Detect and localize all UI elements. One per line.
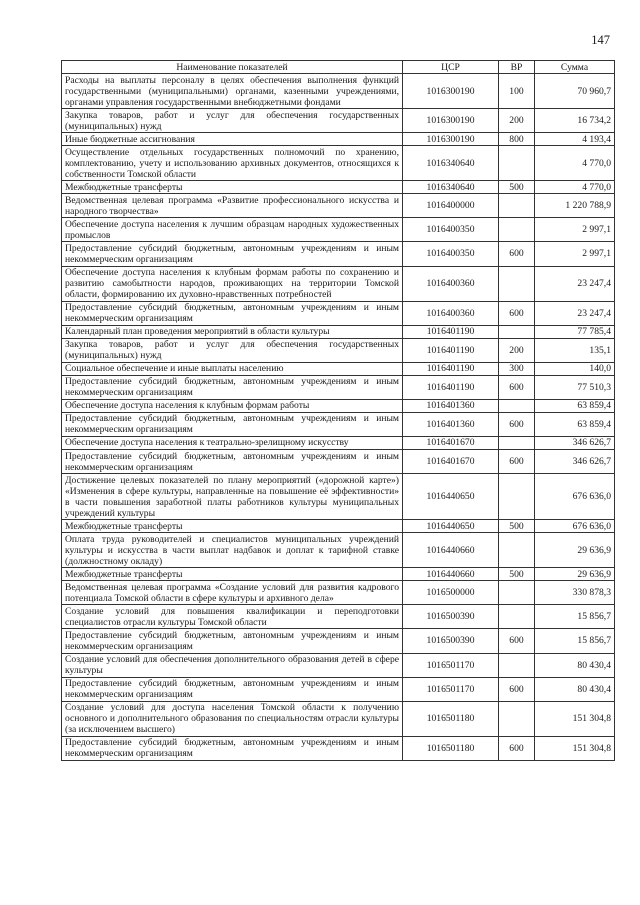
table-row — [62, 301, 615, 325]
row-sum: 63 859,4 — [535, 399, 615, 412]
row-vr: 500 — [499, 181, 535, 194]
row-sum: 63 859,4 — [535, 412, 615, 436]
table-row — [62, 218, 615, 242]
table-row — [62, 520, 615, 533]
row-name: Предоставление субсидий бюджетным, автономным учреждениям и иным некоммерческим организациям — [62, 450, 403, 474]
row-sum: 2 997,1 — [535, 242, 615, 266]
row-csr: 1016401360 — [403, 412, 499, 436]
row-name: Предоставление субсидий бюджетным, автономным учреждениям и иным некоммерческим организациям — [62, 301, 403, 325]
header-vr: ВР — [499, 61, 535, 74]
row-name: Обеспечение доступа населения к лучшим образцам народных художественных промыслов — [62, 218, 403, 242]
row-vr: 600 — [499, 412, 535, 436]
row-name: Предоставление субсидий бюджетным, автономным учреждениям и иным некоммерческим организациям — [62, 629, 403, 653]
row-sum: 151 304,8 — [535, 736, 615, 760]
row-vr — [499, 653, 535, 677]
header-sum: Сумма — [535, 61, 615, 74]
table-row — [62, 412, 615, 436]
table-row — [62, 194, 615, 218]
row-sum: 151 304,8 — [535, 701, 615, 736]
row-name: Предоставление субсидий бюджетным, автономным учреждениям и иным некоммерческим организациям — [62, 736, 403, 760]
row-vr: 800 — [499, 133, 535, 146]
header-row — [62, 61, 615, 74]
row-sum: 29 636,9 — [535, 568, 615, 581]
row-sum: 70 960,7 — [535, 74, 615, 109]
row-name: Ведомственная целевая программа «Развитие профессионального искусства и народного творчества» — [62, 194, 403, 218]
row-csr: 1016440650 — [403, 474, 499, 520]
row-csr: 1016401360 — [403, 399, 499, 412]
row-csr: 1016401190 — [403, 362, 499, 375]
row-name: Обеспечение доступа населения к театрально-зрелищному искусству — [62, 436, 403, 449]
row-sum: 346 626,7 — [535, 450, 615, 474]
table-row — [62, 325, 615, 338]
row-csr: 1016401670 — [403, 450, 499, 474]
table-row — [62, 474, 615, 520]
row-name: Предоставление субсидий бюджетным, автономным учреждениям и иным некоммерческим организациям — [62, 677, 403, 701]
row-vr — [499, 266, 535, 301]
table-row — [62, 133, 615, 146]
header-name: Наименование показателей — [62, 61, 403, 74]
row-csr: 1016401670 — [403, 436, 499, 449]
row-csr: 1016400000 — [403, 194, 499, 218]
row-name: Расходы на выплаты персоналу в целях обеспечения выполнения функций государственными (муниципальными) органами, казенными учреждениями, органами управления государственными внебюджетными фондами — [62, 74, 403, 109]
row-csr: 1016340640 — [403, 181, 499, 194]
row-csr: 1016501180 — [403, 701, 499, 736]
row-vr: 600 — [499, 736, 535, 760]
row-csr: 1016401190 — [403, 338, 499, 362]
row-vr: 200 — [499, 109, 535, 133]
row-sum: 16 734,2 — [535, 109, 615, 133]
row-name: Создание условий для доступа населения Томской области к получению основного и дополнительного образования по специальностям отрасли культуры (за исключением высшего) — [62, 701, 403, 736]
row-name: Предоставление субсидий бюджетным, автономным учреждениям и иным некоммерческим организациям — [62, 242, 403, 266]
table-row — [62, 181, 615, 194]
table-row — [62, 533, 615, 568]
row-sum: 80 430,4 — [535, 677, 615, 701]
table-row — [62, 74, 615, 109]
row-sum: 77 785,4 — [535, 325, 615, 338]
row-csr: 1016300190 — [403, 133, 499, 146]
row-csr: 1016500000 — [403, 581, 499, 605]
row-name: Создание условий для повышения квалификации и переподготовки специалистов отрасли культуры Томской области — [62, 605, 403, 629]
row-vr — [499, 474, 535, 520]
row-sum: 330 878,3 — [535, 581, 615, 605]
row-csr: 1016501170 — [403, 677, 499, 701]
row-csr: 1016401190 — [403, 325, 499, 338]
row-sum: 29 636,9 — [535, 533, 615, 568]
row-sum: 346 626,7 — [535, 436, 615, 449]
table-row — [62, 605, 615, 629]
row-sum: 15 856,7 — [535, 605, 615, 629]
row-vr — [499, 194, 535, 218]
row-vr: 600 — [499, 677, 535, 701]
table-row — [62, 450, 615, 474]
row-name: Обеспечение доступа населения к клубным формам работы по сохранению и развитию самобытности народов, проживающих на территории Томской области, формированию их духовно-нравственных потребностей — [62, 266, 403, 301]
row-name: Предоставление субсидий бюджетным, автономным учреждениям и иным некоммерческим организациям — [62, 375, 403, 399]
row-csr: 1016300190 — [403, 109, 499, 133]
row-vr: 300 — [499, 362, 535, 375]
table-row — [62, 362, 615, 375]
row-name: Закупка товаров, работ и услуг для обеспечения государственных (муниципальных) нужд — [62, 338, 403, 362]
row-csr: 1016500390 — [403, 605, 499, 629]
row-vr: 600 — [499, 375, 535, 399]
row-sum: 140,0 — [535, 362, 615, 375]
row-name: Осуществление отдельных государственных полномочий по хранению, комплектованию, учету и использованию архивных документов, относящихся к собственности Томской области — [62, 146, 403, 181]
table-row — [62, 653, 615, 677]
row-name: Закупка товаров, работ и услуг для обеспечения государственных (муниципальных) нужд — [62, 109, 403, 133]
row-name: Межбюджетные трансферты — [62, 520, 403, 533]
table-row — [62, 242, 615, 266]
table-row — [62, 701, 615, 736]
row-name: Межбюджетные трансферты — [62, 181, 403, 194]
row-csr: 1016400350 — [403, 242, 499, 266]
table-row — [62, 375, 615, 399]
table-row — [62, 109, 615, 133]
row-sum: 2 997,1 — [535, 218, 615, 242]
budget-table — [61, 60, 615, 761]
row-name: Ведомственная целевая программа «Создание условий для развития кадрового потенциала Томской области в сфере культуры и архивного дела» — [62, 581, 403, 605]
row-vr: 500 — [499, 520, 535, 533]
row-vr — [499, 701, 535, 736]
row-vr — [499, 436, 535, 449]
row-name: Достижение целевых показателей по плану мероприятий («дорожной карте») «Изменения в сфере культуры, направленные на повышение её эффективности» в части повышения заработной платы работников культуры муниципальных учреждений культуры — [62, 474, 403, 520]
row-vr — [499, 218, 535, 242]
table-row — [62, 338, 615, 362]
row-csr: 1016401190 — [403, 375, 499, 399]
row-csr: 1016500390 — [403, 629, 499, 653]
row-vr: 100 — [499, 74, 535, 109]
row-name: Создание условий для обеспечения дополнительного образования детей в сфере культуры — [62, 653, 403, 677]
row-sum: 23 247,4 — [535, 266, 615, 301]
row-vr — [499, 399, 535, 412]
row-name: Межбюджетные трансферты — [62, 568, 403, 581]
row-csr: 1016400350 — [403, 218, 499, 242]
row-csr: 1016501170 — [403, 653, 499, 677]
row-name: Оплата труда руководителей и специалистов муниципальных учреждений культуры и искусства в части выплат надбавок и доплат к тарифной ставке (должностному окладу) — [62, 533, 403, 568]
row-sum: 80 430,4 — [535, 653, 615, 677]
table-row — [62, 568, 615, 581]
table-row — [62, 629, 615, 653]
table-row — [62, 581, 615, 605]
row-csr: 1016440650 — [403, 520, 499, 533]
row-vr — [499, 581, 535, 605]
table-row — [62, 736, 615, 760]
row-csr: 1016400360 — [403, 301, 499, 325]
row-sum: 4 770,0 — [535, 181, 615, 194]
row-vr: 600 — [499, 629, 535, 653]
table-row — [62, 677, 615, 701]
row-sum: 77 510,3 — [535, 375, 615, 399]
row-name: Иные бюджетные ассигнования — [62, 133, 403, 146]
row-vr: 200 — [499, 338, 535, 362]
table-row — [62, 266, 615, 301]
row-sum: 676 636,0 — [535, 474, 615, 520]
row-name: Социальное обеспечение и иные выплаты населению — [62, 362, 403, 375]
row-csr: 1016300190 — [403, 74, 499, 109]
row-sum: 15 856,7 — [535, 629, 615, 653]
row-vr — [499, 146, 535, 181]
row-csr: 1016440660 — [403, 533, 499, 568]
row-csr: 1016440660 — [403, 568, 499, 581]
table-row — [62, 436, 615, 449]
row-sum: 4 770,0 — [535, 146, 615, 181]
row-vr: 600 — [499, 242, 535, 266]
row-vr: 600 — [499, 301, 535, 325]
row-sum: 4 193,4 — [535, 133, 615, 146]
row-name: Предоставление субсидий бюджетным, автономным учреждениям и иным некоммерческим организациям — [62, 412, 403, 436]
row-csr: 1016501180 — [403, 736, 499, 760]
header-csr: ЦСР — [403, 61, 499, 74]
row-vr — [499, 605, 535, 629]
row-csr: 1016400360 — [403, 266, 499, 301]
row-name: Обеспечение доступа населения к клубным формам работы — [62, 399, 403, 412]
table-row — [62, 146, 615, 181]
row-name: Календарный план проведения мероприятий в области культуры — [62, 325, 403, 338]
row-vr — [499, 325, 535, 338]
row-vr: 500 — [499, 568, 535, 581]
row-sum: 676 636,0 — [535, 520, 615, 533]
row-csr: 1016340640 — [403, 146, 499, 181]
row-sum: 135,1 — [535, 338, 615, 362]
row-sum: 23 247,4 — [535, 301, 615, 325]
row-sum: 1 220 788,9 — [535, 194, 615, 218]
row-vr — [499, 533, 535, 568]
row-vr: 600 — [499, 450, 535, 474]
table-row — [62, 399, 615, 412]
page-number: 147 — [591, 33, 610, 47]
